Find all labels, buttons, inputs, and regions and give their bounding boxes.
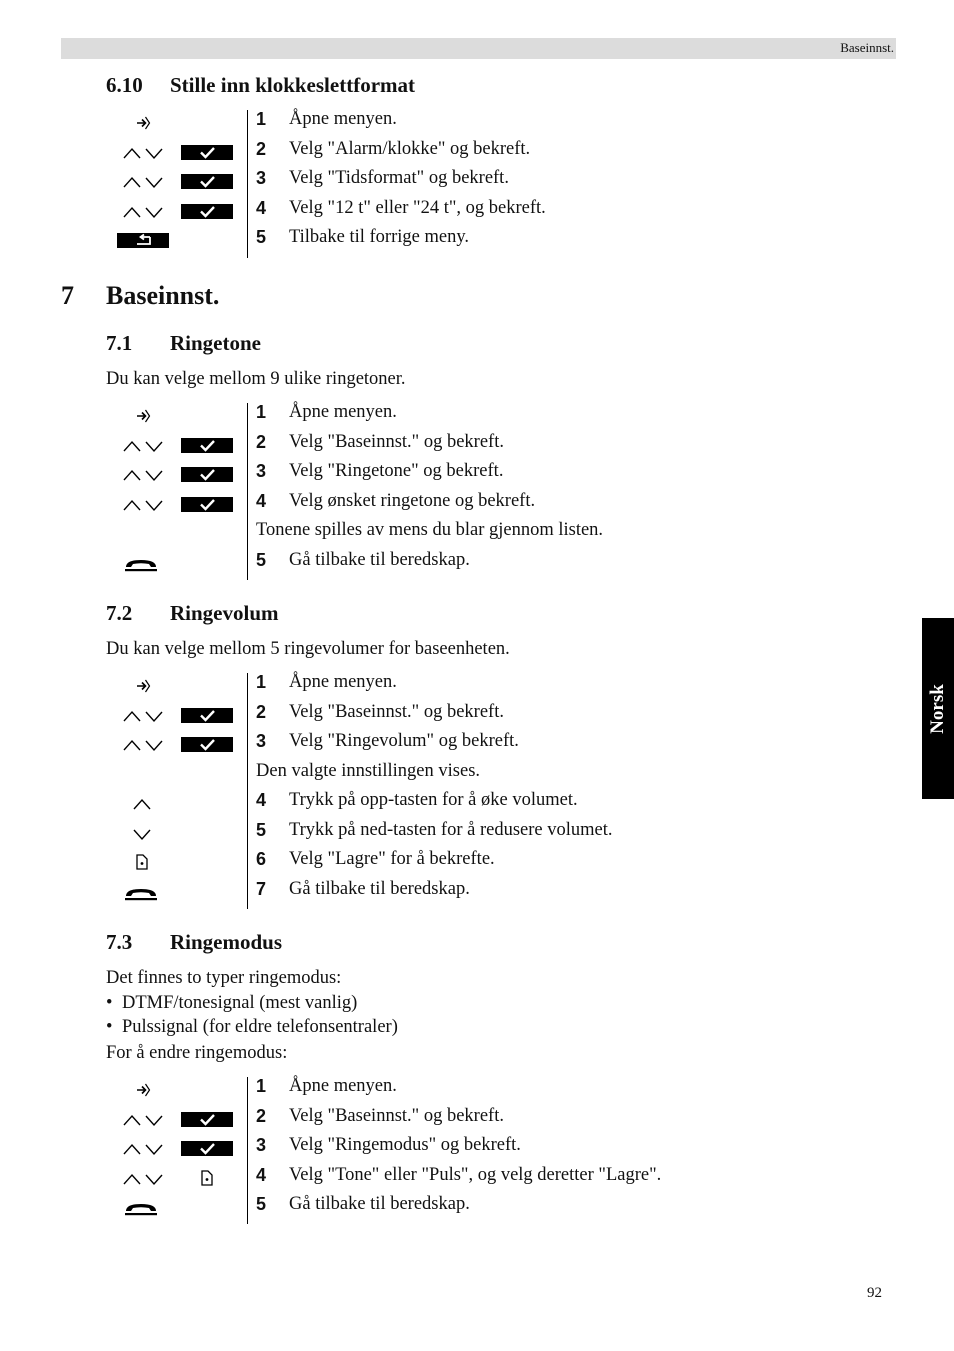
menu-key-icon xyxy=(134,1081,152,1104)
step-icons xyxy=(100,226,245,255)
up-down-arrows-icon xyxy=(122,498,164,517)
step-number: 4 xyxy=(256,790,267,810)
up-down-arrows-icon xyxy=(122,205,164,224)
down-arrow-icon xyxy=(132,827,152,846)
step-text: Velg ønsket ringetone og bekreft. xyxy=(289,490,536,511)
step-number: 2 xyxy=(256,431,267,452)
step-number: 3 xyxy=(256,168,267,188)
step-number: 5 xyxy=(256,227,267,247)
step-number: 5 xyxy=(256,819,267,840)
step-number: 2 xyxy=(256,701,267,722)
step-row xyxy=(100,789,780,818)
step-text: Velg "Ringetone" og bekreft. xyxy=(289,461,504,481)
step-icons xyxy=(100,789,245,818)
section-number: 7.2 xyxy=(106,601,133,625)
step-icons xyxy=(100,1105,245,1134)
section-number: 7.3 xyxy=(106,930,133,954)
step-text: Åpne menyen. xyxy=(289,402,397,422)
confirm-check-key-icon xyxy=(181,737,233,757)
step-row xyxy=(100,401,780,430)
hang-up-key-icon xyxy=(124,558,158,577)
step-text: Gå tilbake til beredskap. xyxy=(289,878,470,899)
step-row xyxy=(100,1075,780,1104)
step-number: 3 xyxy=(256,1135,267,1155)
step-text: Velg "Tone" eller "Puls", og velg deretter "Lagre". xyxy=(289,1164,662,1185)
step-icons xyxy=(100,490,245,519)
step-row xyxy=(100,1105,780,1134)
step-text: Velg "Ringevolum" og bekreft. xyxy=(289,731,519,751)
chapter-number: 7 xyxy=(61,281,74,310)
up-down-arrows-icon xyxy=(122,738,164,757)
step-icons xyxy=(100,848,245,877)
step-number: 5 xyxy=(256,549,267,570)
section-title: Ringemodus xyxy=(170,930,283,954)
section-title: Stille inn klokkeslettformat xyxy=(170,73,415,97)
menu-key-icon xyxy=(134,114,152,137)
step-number: 1 xyxy=(256,1076,267,1096)
step-text: Gå tilbake til beredskap. xyxy=(289,549,470,570)
confirm-check-key-icon xyxy=(181,438,233,458)
section-7-3-heading xyxy=(106,930,282,955)
bullet-item: • Pulssignal (for eldre telefonsentraler) xyxy=(106,1017,398,1037)
step-icons xyxy=(100,197,245,226)
hang-up-key-icon xyxy=(124,1202,158,1221)
up-down-arrows-icon xyxy=(122,1172,164,1191)
step-icons xyxy=(100,549,245,578)
step-number: 3 xyxy=(256,461,267,481)
section-7-3-outro: For å endre ringemodus: xyxy=(106,1043,288,1063)
step-row xyxy=(100,1134,780,1163)
step-number: 1 xyxy=(256,109,267,129)
section-number: 7.1 xyxy=(106,331,133,355)
step-icons xyxy=(100,167,245,196)
section-7-2-heading xyxy=(106,601,279,626)
step-number: 4 xyxy=(256,197,267,218)
step-icons xyxy=(100,671,245,700)
step-icons xyxy=(100,1164,245,1193)
step-row xyxy=(100,848,780,877)
step-icons xyxy=(100,730,245,759)
up-down-arrows-icon xyxy=(122,709,164,728)
step-row xyxy=(100,671,780,700)
step-text: Gå tilbake til beredskap. xyxy=(289,1194,470,1214)
language-tab-label: Norsk xyxy=(927,683,948,734)
step-text: Åpne menyen. xyxy=(289,1076,397,1096)
step-text: Velg "Baseinnst." og bekreft. xyxy=(289,701,504,722)
step-icons xyxy=(100,401,245,430)
step-number: 6 xyxy=(256,849,267,869)
step-row xyxy=(100,226,780,255)
step-text: Velg "Baseinnst." og bekreft. xyxy=(289,431,504,452)
section-7-2-intro: Du kan velge mellom 5 ringevolumer for baseenheten. xyxy=(106,639,510,659)
bullet-item: • DTMF/tonesignal (mest vanlig) xyxy=(106,993,358,1013)
step-text: Velg "Alarm/klokke" og bekreft. xyxy=(289,138,531,159)
step-number: 2 xyxy=(256,138,267,159)
step-note xyxy=(100,760,780,789)
confirm-check-key-icon xyxy=(181,708,233,728)
step-icons xyxy=(100,460,245,489)
step-row xyxy=(100,878,780,907)
step-text: Velg "Baseinnst." og bekreft. xyxy=(289,1105,504,1126)
step-icons xyxy=(100,1193,245,1222)
step-icons xyxy=(100,701,245,730)
step-row xyxy=(100,549,780,578)
step-row xyxy=(100,490,780,519)
confirm-check-key-icon xyxy=(181,204,233,224)
step-number: 3 xyxy=(256,731,267,751)
step-icons xyxy=(100,431,245,460)
section-7-1-heading xyxy=(106,331,261,356)
confirm-check-key-icon xyxy=(181,467,233,487)
step-text: Åpne menyen. xyxy=(289,672,397,692)
step-row xyxy=(100,197,780,226)
menu-key-icon xyxy=(134,407,152,430)
save-key-icon xyxy=(135,854,149,875)
section-6-10-heading xyxy=(106,73,415,98)
save-key-icon xyxy=(200,1170,214,1191)
step-icons xyxy=(100,878,245,907)
confirm-check-key-icon xyxy=(181,145,233,165)
step-number: 4 xyxy=(256,1164,267,1185)
step-number: 1 xyxy=(256,402,267,422)
step-number: 2 xyxy=(256,1105,267,1126)
up-down-arrows-icon xyxy=(122,175,164,194)
step-note xyxy=(100,519,780,548)
step-text: Tilbake til forrige meny. xyxy=(289,227,470,247)
back-key-icon xyxy=(117,233,169,253)
step-number: 4 xyxy=(256,490,267,511)
confirm-check-key-icon xyxy=(181,1141,233,1161)
step-text: Velg "Ringemodus" og bekreft. xyxy=(289,1135,521,1155)
up-down-arrows-icon xyxy=(122,146,164,165)
confirm-check-key-icon xyxy=(181,497,233,517)
step-row xyxy=(100,460,780,489)
step-row xyxy=(100,819,780,848)
section-number: 6.10 xyxy=(106,73,143,97)
running-title: Baseinnst. xyxy=(840,40,894,55)
step-text: Velg "Lagre" for å bekrefte. xyxy=(289,849,495,869)
up-arrow-icon xyxy=(132,797,152,816)
step-text: Trykk på ned-tasten for å redusere volumet. xyxy=(289,819,613,840)
confirm-check-key-icon xyxy=(181,1112,233,1132)
step-icons xyxy=(100,819,245,848)
up-down-arrows-icon xyxy=(122,468,164,487)
step-number: 5 xyxy=(256,1194,267,1214)
step-number: 1 xyxy=(256,672,267,692)
step-icons xyxy=(100,1134,245,1163)
running-header xyxy=(61,38,896,59)
step-row xyxy=(100,431,780,460)
hang-up-key-icon xyxy=(124,887,158,906)
step-icons xyxy=(100,138,245,167)
section-title: Ringevolum xyxy=(170,601,279,625)
up-down-arrows-icon xyxy=(122,439,164,458)
step-row xyxy=(100,108,780,137)
step-row xyxy=(100,1164,780,1193)
menu-key-icon xyxy=(134,677,152,700)
chapter-7-heading xyxy=(61,281,219,311)
step-icons xyxy=(100,108,245,137)
step-row xyxy=(100,730,780,759)
step-note-text: Den valgte innstillingen vises. xyxy=(256,760,481,781)
confirm-check-key-icon xyxy=(181,174,233,194)
chapter-title: Baseinnst. xyxy=(106,281,220,310)
page-number: 92 xyxy=(867,1285,882,1301)
step-row xyxy=(100,1193,780,1222)
step-number: 7 xyxy=(256,878,267,899)
section-7-1-intro: Du kan velge mellom 9 ulike ringetoner. xyxy=(106,369,406,389)
step-row xyxy=(100,138,780,167)
up-down-arrows-icon xyxy=(122,1142,164,1161)
step-text: Åpne menyen. xyxy=(289,109,397,129)
up-down-arrows-icon xyxy=(122,1113,164,1132)
step-text: Trykk på opp-tasten for å øke volumet. xyxy=(289,790,578,810)
step-row xyxy=(100,167,780,196)
section-7-3-intro: Det finnes to typer ringemodus: xyxy=(106,968,342,988)
step-text: Velg "12 t" eller "24 t", og bekreft. xyxy=(289,197,546,218)
step-row xyxy=(100,701,780,730)
step-note-text: Tonene spilles av mens du blar gjennom listen. xyxy=(256,520,604,540)
step-text: Velg "Tidsformat" og bekreft. xyxy=(289,168,509,188)
step-icons xyxy=(100,1075,245,1104)
language-tab xyxy=(922,618,954,799)
section-title: Ringetone xyxy=(170,331,261,355)
